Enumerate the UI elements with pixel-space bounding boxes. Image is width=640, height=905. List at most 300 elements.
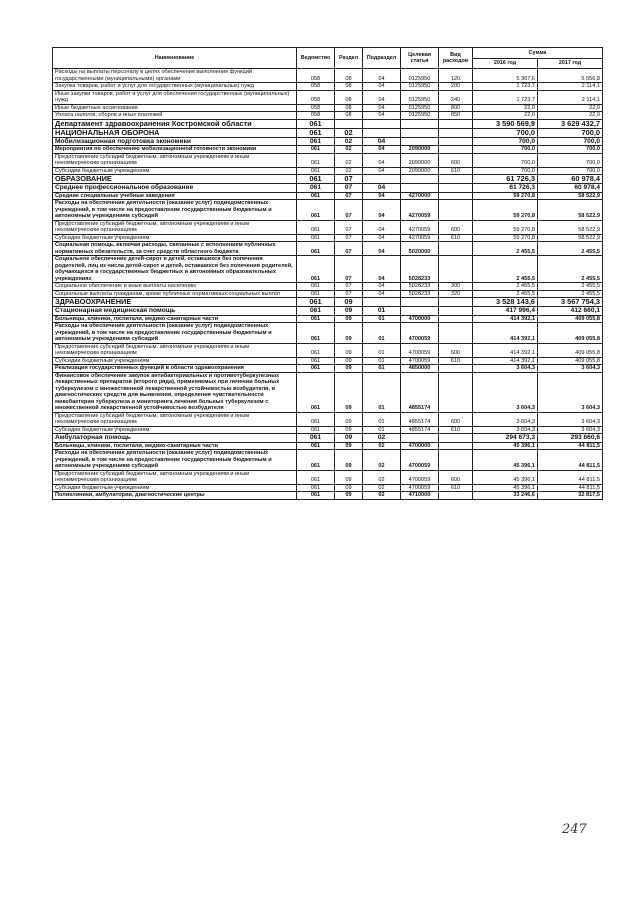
row-vedomstvo: 061 (297, 412, 335, 426)
row-sum-2017: 32 817,5 (538, 492, 603, 500)
row-sum-2016: 61 726,3 (473, 175, 538, 184)
row-vid-raskhodov (439, 242, 473, 256)
row-razdel: 09 (335, 426, 363, 434)
row-vid-raskhodov: 610 (439, 484, 473, 492)
row-vedomstvo: 061 (297, 175, 335, 184)
row-vid-raskhodov: 610 (439, 167, 473, 175)
row-podrazdel: 01 (363, 426, 401, 434)
row-sum-2016: 700,0 (473, 153, 538, 167)
row-razdel: 07 (335, 242, 363, 256)
row-tselevaya-statya: 2090000 (401, 167, 439, 175)
header-vedomstvo: Ведомство (297, 48, 335, 69)
row-razdel: 07 (335, 192, 363, 200)
row-razdel: 08 (335, 90, 363, 104)
table-row (53, 192, 603, 200)
row-podrazdel: 01 (363, 343, 401, 357)
row-vedomstvo: 061 (297, 283, 335, 291)
header-year-2017: 2017 год (538, 59, 603, 69)
row-name: Субсидии бюджетным учреждениям (53, 357, 297, 365)
row-name: НАЦИОНАЛЬНАЯ ОБОРОНА (53, 128, 297, 137)
row-razdel: 09 (335, 484, 363, 492)
row-razdel: 09 (335, 470, 363, 484)
row-sum-2016: 22,0 (473, 112, 538, 120)
row-tselevaya-statya: 4700059 (401, 343, 439, 357)
row-vid-raskhodov (439, 128, 473, 137)
row-sum-2016: 5 367,6 (473, 69, 538, 83)
table-row (53, 343, 603, 357)
row-sum-2017: 3 604,3 (538, 372, 603, 412)
row-vedomstvo: 061 (297, 357, 335, 365)
row-vedomstvo: 061 (297, 434, 335, 443)
header-podrazdel: Подраздел (363, 48, 401, 69)
row-tselevaya-statya: 2090000 (401, 146, 439, 154)
table-row (53, 220, 603, 234)
row-podrazdel: 04 (363, 242, 401, 256)
table-row (53, 307, 603, 316)
table-row (53, 83, 603, 91)
row-tselevaya-statya: 5020000 (401, 242, 439, 256)
row-tselevaya-statya: 4700000 (401, 442, 439, 450)
row-vedomstvo: 061 (297, 256, 335, 283)
row-podrazdel: 04 (363, 137, 401, 146)
table-row (53, 256, 603, 283)
row-sum-2017: 2 114,1 (538, 90, 603, 104)
row-name: Социальная помощь, включая расходы, связанные с исполнением публичных нормативных обязательств, за счет средств областного бюджета (53, 242, 297, 256)
header-vid-raskhodov: Вид расходов (439, 48, 473, 69)
row-name: Расходы на обеспечение деятельности (оказание услуг) подведомственных учреждений, в том числе на предоставление государственным бюджетным и автономным учреждениям субсидий (53, 200, 297, 221)
header-name: Наименование (53, 48, 297, 69)
row-tselevaya-statya: 4270059 (401, 220, 439, 234)
row-tselevaya-statya: 2090000 (401, 153, 439, 167)
table-row (53, 492, 603, 500)
row-sum-2017: 3 604,3 (538, 412, 603, 426)
row-sum-2017: 700,0 (538, 137, 603, 146)
row-name: Социальное обеспечение детей-сирот и детей, оставшихся без попечения родителей, лиц из числа детей-сирот и детей, оставшихся без попечения родителей, обучающихся в государственных бюджетных и автономных образовательных учреждениях (53, 256, 297, 283)
row-sum-2017: 60 978,4 (538, 175, 603, 184)
row-tselevaya-statya: 4270000 (401, 192, 439, 200)
row-sum-2017: 2 455,5 (538, 283, 603, 291)
table-row (53, 484, 603, 492)
row-vid-raskhodov (439, 372, 473, 412)
row-podrazdel (363, 298, 401, 307)
header-tselevaya-statya: Целевая статья (401, 48, 439, 69)
row-vid-raskhodov: 600 (439, 412, 473, 426)
table-row (53, 234, 603, 242)
row-podrazdel: 04 (363, 192, 401, 200)
row-vid-raskhodov (439, 365, 473, 373)
row-sum-2016: 45 396,1 (473, 442, 538, 450)
table-row (53, 104, 603, 112)
row-razdel: 09 (335, 298, 363, 307)
row-name: Социальное обеспечение и иные выплаты населению (53, 283, 297, 291)
row-vedomstvo: 061 (297, 484, 335, 492)
row-podrazdel (363, 119, 401, 128)
row-name: Предоставление субсидий бюджетным, автономным учреждениям и иным некоммерческим организациям (53, 412, 297, 426)
row-sum-2016: 59 270,8 (473, 234, 538, 242)
table-row (53, 365, 603, 373)
table-row (53, 69, 603, 83)
row-podrazdel: 04 (363, 104, 401, 112)
row-podrazdel: 04 (363, 83, 401, 91)
row-vid-raskhodov: 850 (439, 112, 473, 120)
row-vid-raskhodov (439, 119, 473, 128)
header-year-2016: 2016 год (473, 59, 538, 69)
row-sum-2017: 409 055,8 (538, 343, 603, 357)
row-vedomstvo: 058 (297, 112, 335, 120)
row-tselevaya-statya: 0125950 (401, 104, 439, 112)
row-razdel: 09 (335, 412, 363, 426)
row-vid-raskhodov (439, 184, 473, 193)
row-tselevaya-statya (401, 434, 439, 443)
row-podrazdel: 01 (363, 365, 401, 373)
row-podrazdel: 02 (363, 442, 401, 450)
row-razdel: 08 (335, 104, 363, 112)
table-row (53, 298, 603, 307)
row-sum-2017: 2 114,1 (538, 83, 603, 91)
row-tselevaya-statya: 4850000 (401, 365, 439, 373)
row-tselevaya-statya: 4700059 (401, 357, 439, 365)
row-sum-2016: 700,0 (473, 146, 538, 154)
row-vedomstvo: 061 (297, 470, 335, 484)
row-sum-2017: 3 604,3 (538, 365, 603, 373)
table-row (53, 175, 603, 184)
row-tselevaya-statya (401, 307, 439, 316)
table-row (53, 242, 603, 256)
row-vid-raskhodov: 320 (439, 290, 473, 298)
row-name: Иные бюджетные ассигнования (53, 104, 297, 112)
row-name: Расходы на обеспечение деятельности (оказание услуг) подведомственных учреждений, в том числе на предоставление государственным бюджетным и автономным учреждениям субсидий (53, 323, 297, 344)
row-sum-2016: 414 392,1 (473, 323, 538, 344)
row-tselevaya-statya: 0125950 (401, 69, 439, 83)
row-name: Средние специальные учебные заведения (53, 192, 297, 200)
table-row (53, 90, 603, 104)
row-podrazdel: 04 (363, 200, 401, 221)
row-vid-raskhodov (439, 450, 473, 471)
row-razdel: 09 (335, 343, 363, 357)
row-tselevaya-statya: 4270059 (401, 200, 439, 221)
row-sum-2016: 2 455,5 (473, 283, 538, 291)
row-sum-2017: 409 055,8 (538, 357, 603, 365)
row-sum-2016: 294 673,3 (473, 434, 538, 443)
row-vid-raskhodov: 800 (439, 104, 473, 112)
row-name: Закупка товаров, работ и услуг для государственных (муниципальных) нужд (53, 83, 297, 91)
row-sum-2016: 22,0 (473, 104, 538, 112)
row-vid-raskhodov (439, 137, 473, 146)
row-podrazdel (363, 128, 401, 137)
row-sum-2017: 700,0 (538, 146, 603, 154)
row-name: Расходы на обеспечение деятельности (оказание услуг) подведомственных учреждений, в том числе на предоставление государственным бюджетным и автономным учреждениям субсидий (53, 450, 297, 471)
row-razdel: 07 (335, 256, 363, 283)
row-vedomstvo: 061 (297, 137, 335, 146)
row-tselevaya-statya: 0125950 (401, 90, 439, 104)
row-name: Субсидии бюджетным учреждениям (53, 484, 297, 492)
row-vid-raskhodov: 120 (439, 69, 473, 83)
row-razdel: 07 (335, 290, 363, 298)
row-razdel: 02 (335, 137, 363, 146)
row-razdel: 08 (335, 112, 363, 120)
row-podrazdel: 04 (363, 146, 401, 154)
row-razdel: 02 (335, 167, 363, 175)
row-name: Субсидии бюджетным учреждениям (53, 167, 297, 175)
row-sum-2016: 59 270,8 (473, 200, 538, 221)
row-sum-2017: 2 455,5 (538, 290, 603, 298)
row-podrazdel: 02 (363, 492, 401, 500)
table-row (53, 442, 603, 450)
row-vid-raskhodov (439, 256, 473, 283)
row-tselevaya-statya: 4700059 (401, 470, 439, 484)
row-vid-raskhodov: 600 (439, 343, 473, 357)
row-vedomstvo: 061 (297, 128, 335, 137)
row-sum-2016: 414 392,1 (473, 357, 538, 365)
row-sum-2016: 1 723,7 (473, 83, 538, 91)
row-sum-2016: 45 396,1 (473, 470, 538, 484)
row-podrazdel: 02 (363, 470, 401, 484)
row-vid-raskhodov (439, 323, 473, 344)
row-vedomstvo: 061 (297, 372, 335, 412)
row-sum-2017: 60 978,4 (538, 184, 603, 193)
row-podrazdel: 04 (363, 283, 401, 291)
row-name: Стационарная медицинская помощь (53, 307, 297, 316)
row-razdel: 07 (335, 175, 363, 184)
row-podrazdel: 04 (363, 112, 401, 120)
row-name: Субсидии бюджетным учреждениям (53, 426, 297, 434)
table-row (53, 315, 603, 323)
row-razdel: 07 (335, 283, 363, 291)
row-sum-2016: 61 726,3 (473, 184, 538, 193)
row-sum-2017: 409 055,8 (538, 315, 603, 323)
table-row (53, 146, 603, 154)
row-sum-2016: 59 270,8 (473, 220, 538, 234)
row-name: ОБРАЗОВАНИЕ (53, 175, 297, 184)
row-tselevaya-statya (401, 184, 439, 193)
row-tselevaya-statya: 4700000 (401, 315, 439, 323)
row-razdel: 08 (335, 69, 363, 83)
row-name: Больницы, клиники, госпитали, медико-санитарные части (53, 315, 297, 323)
row-razdel: 02 (335, 128, 363, 137)
table-row (53, 283, 603, 291)
row-vedomstvo: 058 (297, 104, 335, 112)
row-vedomstvo: 058 (297, 90, 335, 104)
row-name: Предоставление субсидий бюджетным, автономным учреждениям и иным некоммерческим организациям (53, 470, 297, 484)
row-tselevaya-statya: 5028233 (401, 290, 439, 298)
row-sum-2017: 700,0 (538, 153, 603, 167)
row-podrazdel: 01 (363, 315, 401, 323)
row-podrazdel (363, 175, 401, 184)
row-name: Социальные выплаты гражданам, кроме публичных нормативных социальных выплат (53, 290, 297, 298)
table-row (53, 119, 603, 128)
row-vid-raskhodov: 600 (439, 153, 473, 167)
row-sum-2016: 45 396,1 (473, 484, 538, 492)
row-name: Уплата налогов, сборов и иных платежей (53, 112, 297, 120)
row-tselevaya-statya: 4855174 (401, 412, 439, 426)
row-name: Больницы, клиники, госпитали, медико-санитарные части (53, 442, 297, 450)
row-podrazdel: 04 (363, 184, 401, 193)
row-razdel: 09 (335, 492, 363, 500)
header-razdel: Раздел (335, 48, 363, 69)
row-tselevaya-statya (401, 128, 439, 137)
header-summa: Сумма (473, 48, 603, 59)
row-podrazdel: 04 (363, 234, 401, 242)
row-vedomstvo: 061 (297, 450, 335, 471)
row-vedomstvo: 061 (297, 234, 335, 242)
row-tselevaya-statya: 4700059 (401, 450, 439, 471)
row-vid-raskhodov (439, 434, 473, 443)
table-row (53, 450, 603, 471)
row-vedomstvo: 061 (297, 307, 335, 316)
table-row (53, 412, 603, 426)
row-sum-2016: 3 528 143,6 (473, 298, 538, 307)
row-sum-2016: 3 604,3 (473, 412, 538, 426)
row-razdel: 07 (335, 220, 363, 234)
row-vid-raskhodov (439, 315, 473, 323)
row-sum-2016: 417 996,4 (473, 307, 538, 316)
row-tselevaya-statya: 4700059 (401, 323, 439, 344)
row-podrazdel: 02 (363, 450, 401, 471)
row-sum-2016: 3 604,3 (473, 372, 538, 412)
row-sum-2017: 22,0 (538, 112, 603, 120)
row-sum-2017: 22,0 (538, 104, 603, 112)
row-vedomstvo: 061 (297, 365, 335, 373)
row-vid-raskhodov: 240 (439, 90, 473, 104)
row-sum-2016: 414 392,1 (473, 315, 538, 323)
row-name: Иные закупки товаров, работ и услуг для обеспечения государственных (муниципальных) нужд (53, 90, 297, 104)
row-sum-2017: 700,0 (538, 128, 603, 137)
row-razdel: 07 (335, 200, 363, 221)
table-row (53, 137, 603, 146)
row-sum-2016: 700,0 (473, 137, 538, 146)
row-name: ЗДРАВООХРАНЕНИЕ (53, 298, 297, 307)
row-name: Поликлиники, амбулатории, диагностические центры (53, 492, 297, 500)
row-razdel (335, 119, 363, 128)
row-sum-2016: 3 590 569,9 (473, 119, 538, 128)
row-vid-raskhodov (439, 175, 473, 184)
row-name: Мобилизационная подготовка экономики (53, 137, 297, 146)
row-tselevaya-statya (401, 298, 439, 307)
row-tselevaya-statya: 0125950 (401, 83, 439, 91)
table-row (53, 357, 603, 365)
row-sum-2017: 412 660,1 (538, 307, 603, 316)
row-sum-2016: 3 604,3 (473, 365, 538, 373)
row-razdel: 09 (335, 315, 363, 323)
row-vid-raskhodov (439, 298, 473, 307)
row-razdel: 09 (335, 442, 363, 450)
row-sum-2017: 44 811,5 (538, 450, 603, 471)
row-podrazdel: 04 (363, 220, 401, 234)
row-sum-2017: 58 522,9 (538, 234, 603, 242)
row-vid-raskhodov: 300 (439, 283, 473, 291)
table-body (53, 69, 603, 500)
row-vedomstvo: 061 (297, 192, 335, 200)
row-vedomstvo: 061 (297, 167, 335, 175)
row-podrazdel: 04 (363, 153, 401, 167)
row-vedomstvo: 061 (297, 242, 335, 256)
row-razdel: 08 (335, 83, 363, 91)
row-vedomstvo: 061 (297, 323, 335, 344)
table-row (53, 290, 603, 298)
row-razdel: 09 (335, 365, 363, 373)
row-tselevaya-statya: 4710000 (401, 492, 439, 500)
row-razdel: 09 (335, 323, 363, 344)
row-vid-raskhodov: 610 (439, 357, 473, 365)
table-row (53, 323, 603, 344)
row-sum-2017: 5 556,8 (538, 69, 603, 83)
row-podrazdel: 01 (363, 357, 401, 365)
row-vedomstvo: 061 (297, 426, 335, 434)
row-podrazdel: 01 (363, 372, 401, 412)
row-sum-2016: 700,0 (473, 128, 538, 137)
row-sum-2017: 3 604,3 (538, 426, 603, 434)
row-vedomstvo: 061 (297, 200, 335, 221)
row-sum-2017: 700,0 (538, 167, 603, 175)
row-podrazdel: 02 (363, 484, 401, 492)
row-sum-2016: 33 246,6 (473, 492, 538, 500)
row-sum-2017: 58 522,9 (538, 200, 603, 221)
row-tselevaya-statya (401, 137, 439, 146)
row-vedomstvo: 061 (297, 492, 335, 500)
row-sum-2016: 45 396,1 (473, 450, 538, 471)
row-tselevaya-statya (401, 119, 439, 128)
table-row (53, 372, 603, 412)
table-row (53, 426, 603, 434)
table-row (53, 200, 603, 221)
row-name: Мероприятия по обеспечению мобилизационной готовности экономики (53, 146, 297, 154)
row-podrazdel: 04 (363, 69, 401, 83)
row-razdel: 09 (335, 307, 363, 316)
table-row (53, 470, 603, 484)
row-vedomstvo: 061 (297, 315, 335, 323)
row-razdel: 07 (335, 184, 363, 193)
table-row (53, 434, 603, 443)
row-sum-2017: 44 811,5 (538, 442, 603, 450)
row-vid-raskhodov (439, 492, 473, 500)
row-tselevaya-statya: 4855174 (401, 426, 439, 434)
row-tselevaya-statya (401, 175, 439, 184)
row-vid-raskhodov: 200 (439, 83, 473, 91)
row-sum-2016: 2 455,5 (473, 290, 538, 298)
row-name: Департамент здравоохранения Костромской области (53, 119, 297, 128)
budget-table (52, 47, 603, 500)
row-vid-raskhodov: 610 (439, 234, 473, 242)
row-podrazdel: 02 (363, 434, 401, 443)
row-sum-2016: 414 392,1 (473, 343, 538, 357)
row-name: Финансовое обеспечение закупок антибактериальных и противотуберкулезных лекарственных препаратов (второго ряда), применяемых при лечении больных туберкулезом с множественной лекарственной устойчивостью возбудителя, и диагностических средств для выявления, определения чувствительности микобактерии туберкулеза и мониторинга лечения больных туберкулезом с множественной лекарственной устойчивостью возбудителя (53, 372, 297, 412)
row-sum-2017: 409 055,8 (538, 323, 603, 344)
row-vid-raskhodov (439, 442, 473, 450)
row-name: Среднее профессиональное образование (53, 184, 297, 193)
row-sum-2017: 2 455,5 (538, 242, 603, 256)
row-tselevaya-statya: 4700059 (401, 484, 439, 492)
row-name: Предоставление субсидий бюджетным, автономным учреждениям и иным некоммерческим организациям (53, 220, 297, 234)
row-podrazdel: 01 (363, 307, 401, 316)
row-sum-2016: 1 723,7 (473, 90, 538, 104)
row-podrazdel: 04 (363, 256, 401, 283)
row-sum-2016: 59 270,8 (473, 192, 538, 200)
row-vid-raskhodov: 610 (439, 426, 473, 434)
row-razdel: 02 (335, 153, 363, 167)
row-podrazdel: 01 (363, 412, 401, 426)
row-vedomstvo: 061 (297, 290, 335, 298)
row-vedomstvo: 061 (297, 220, 335, 234)
row-sum-2017: 44 811,5 (538, 470, 603, 484)
row-tselevaya-statya: 4270059 (401, 234, 439, 242)
row-sum-2017: 58 522,9 (538, 192, 603, 200)
row-vedomstvo: 058 (297, 69, 335, 83)
row-razdel: 07 (335, 234, 363, 242)
row-vid-raskhodov: 600 (439, 220, 473, 234)
row-sum-2016: 2 455,5 (473, 242, 538, 256)
table-row (53, 184, 603, 193)
row-tselevaya-statya: 0125950 (401, 112, 439, 120)
